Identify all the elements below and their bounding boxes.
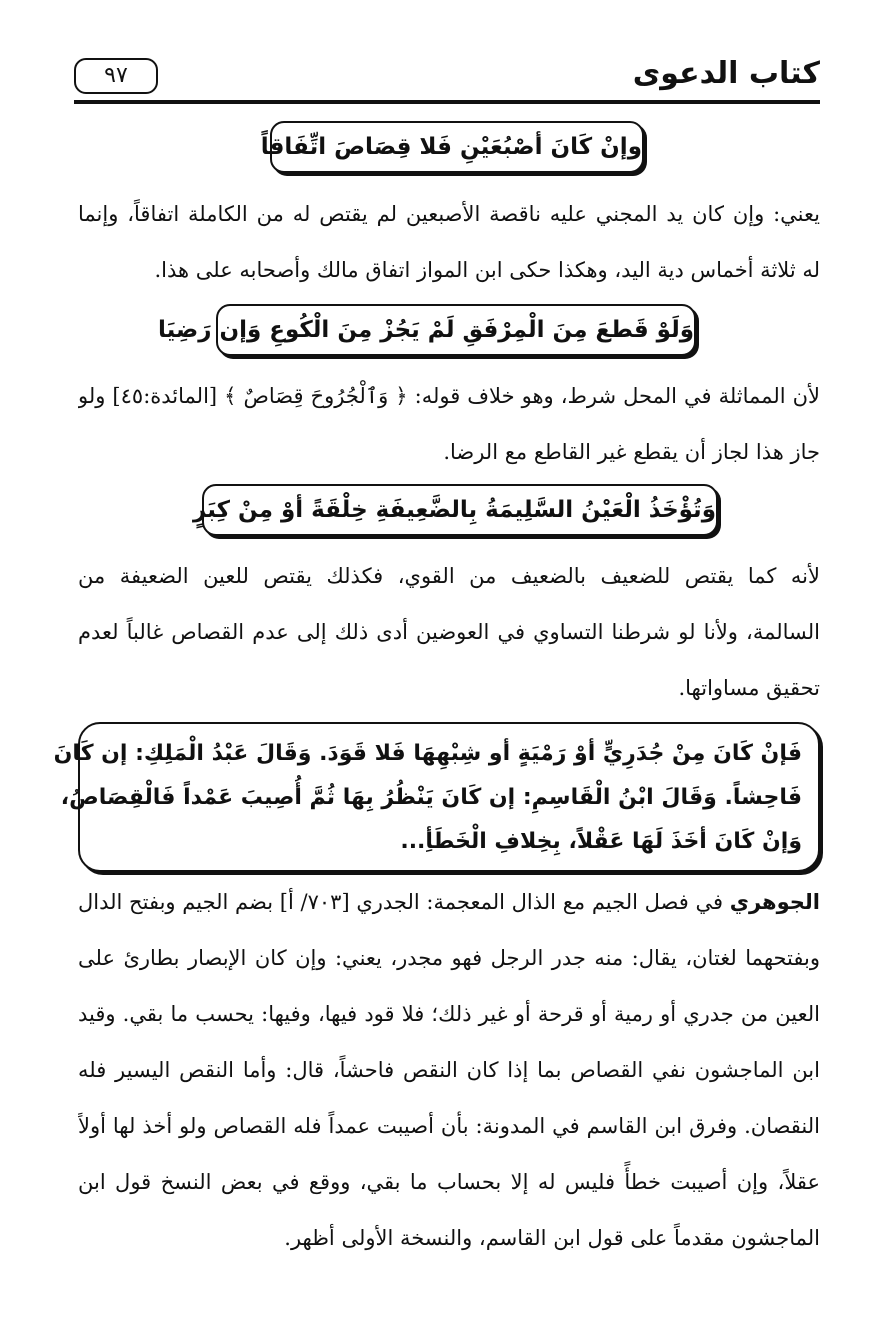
text-line: لأنه كما يقتص للضعيف بالضعيف من القوي، فكذلك يقتص للعين الضعيفة من — [78, 564, 820, 588]
page-number: ٩٧ — [74, 58, 158, 94]
text-line: الماجشون مقدماً على قول ابن القاسم، والنسخة الأولى أظهر. — [284, 1226, 820, 1250]
matn-box-2: وَلَوْ قَطعَ مِنَ الْمِرْفَقِ لَمْ يَجُزْ مِنَ الْكُوعِ وَإن رَضِيَا — [216, 304, 696, 356]
text-line: لأن المماثلة في المحل شرط، وهو خلاف قوله: ﴿ وَٱلْجُرُوحَ قِصَاصٌ ﴾ [المائدة:٤٥] ولو — [78, 384, 820, 408]
matn-line: فَإنْ كَانَ مِنْ جُدَرِيٍّ أوْ رَمْيَةٍ أو شِبْهِهَا فَلا قَوَدَ. وَقَالَ عَبْدُ الْمَلِكِ: إن كَانَ — [53, 741, 802, 766]
header-divider — [74, 100, 820, 104]
text-line: يعني: وإن كان يد المجني عليه ناقصة الأصبعين لم يقتص له من الكاملة اتفاقاً، وإنما — [78, 202, 820, 226]
matn-line: وَإنْ كَانَ أخَذَ لَهَا عَقْلاً، بِخِلافِ الْخَطَأِ... — [400, 829, 802, 854]
commentary-paragraph-3 — [78, 548, 820, 716]
matn-box-4 — [53, 722, 820, 872]
text-line: عقلاً، وإن أصيبت خطأً فليس له إلا بحساب ما بقي، ووقع في بعض النسخ قول ابن — [78, 1170, 820, 1194]
text-line: تحقيق مساواتها. — [678, 676, 820, 700]
commentary-paragraph-4 — [78, 874, 820, 1266]
text-line: السالمة، ولأنا لو شرطنا التساوي في العوضين أدى ذلك إلى عدم القصاص غالباً لعدم — [78, 620, 820, 644]
matn-line: فَاحِشاً. وَقَالَ ابْنُ الْقَاسِمِ: إن كَانَ يَنْظُرُ بِهَا ثُمَّ أُصِيبَ عَمْداً فَالْقِصَاصُ، — [60, 785, 802, 810]
book-title: كتاب الدعوى — [632, 56, 820, 91]
text-line: له ثلاثة أخماس دية اليد، وهكذا حكى ابن المواز اتفاق مالك وأصحابه على هذا. — [154, 258, 820, 282]
commentary-paragraph-2 — [78, 368, 820, 480]
text-line-first — [78, 874, 820, 930]
commentary-paragraph-1 — [78, 186, 820, 298]
lead-word: الجوهري — [729, 890, 820, 914]
text-line: وبفتحهما لغتان، يقال: منه جدر الرجل فهو مجدر، يعني: وإن كان الإبصار بطارئ على — [78, 946, 820, 970]
matn-box-1: وإنْ كَانَ أصْبُعَيْنِ فَلا قِصَاصَ اتِّفَاقاً — [270, 121, 644, 173]
matn-box-3: وَتُؤْخَذُ الْعَيْنُ السَّلِيمَةُ بِالضَّعِيفَةِ خِلْقَةً أوْ مِنْ كِبَرٍ — [202, 484, 718, 536]
text-line: النقصان. وفرق ابن القاسم في المدونة: بأن أصيبت عمداً فله القصاص ولو أخذ لها أولاً — [78, 1114, 820, 1138]
text-line-rest: في فصل الجيم مع الذال المعجمة: الجدري [٧٠٣/ أ] بضم الجيم وبفتح الدال — [78, 890, 730, 914]
text-line: العين من جدري أو رمية أو قرحة أو غير ذلك؛ فلا قود فيها، وفيها: يحسب ما بقي. وقيد — [78, 1002, 820, 1026]
text-line: جاز هذا لجاز أن يقطع غير القاطع مع الرضا. — [443, 440, 820, 464]
text-line: ابن الماجشون نفي القصاص بما إذا كان النقص فاحشاً، قال: وأما النقص اليسير فله — [78, 1058, 820, 1082]
